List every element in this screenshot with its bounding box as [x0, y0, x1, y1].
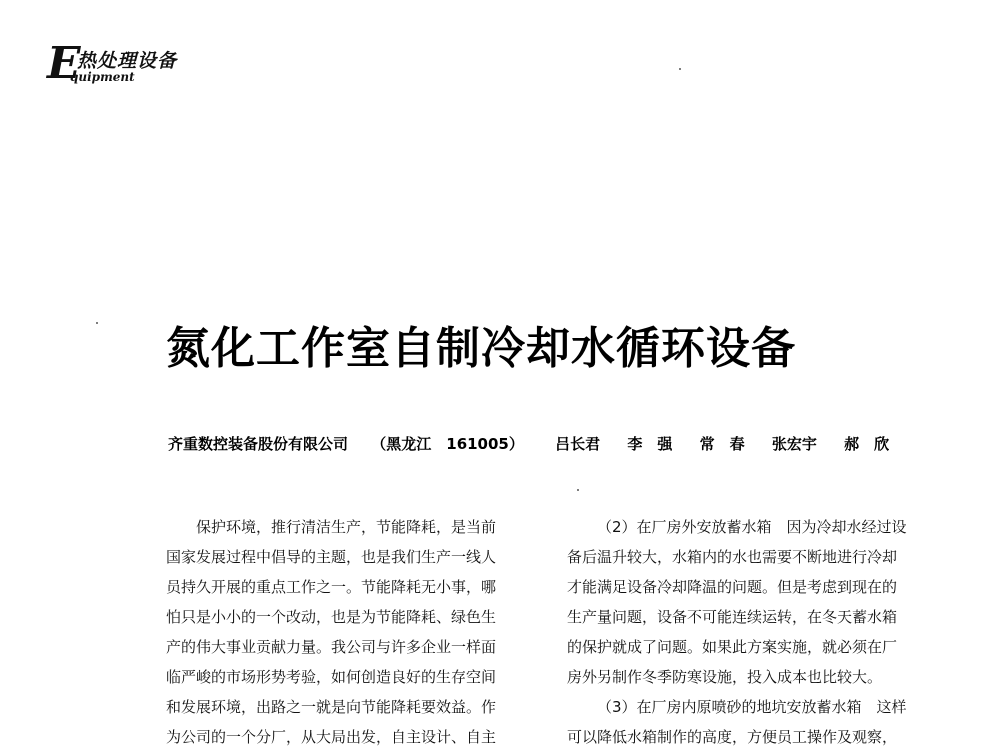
body-line: 才能满足设备冷却降温的问题。但是考虑到现在的	[567, 578, 898, 596]
body-column-left	[166, 512, 550, 752]
body-line: 员持久开展的重点工作之一。节能降耗无小事，哪	[166, 578, 497, 596]
byline-author: 吕长君	[555, 435, 601, 453]
body-line: 生产量问题，设备不可能连续运转，在冬天蓄水箱	[567, 608, 898, 626]
body-line: 保护环境，推行清洁生产，节能降耗，是当前	[196, 518, 497, 536]
body-line: 和发展环境，出路之一就是向节能降耗要效益。作	[166, 698, 497, 716]
body-line: （2）在厂房外安放蓄水箱 因为冷却水经过设	[597, 518, 907, 536]
section-initial-letter: E	[47, 38, 81, 89]
byline-location: （黑龙江 161005）	[371, 435, 524, 453]
byline-author: 李 强	[627, 435, 673, 453]
section-english-label: quipment	[70, 70, 135, 84]
body-line: 的保护就成了问题。如果此方案实施，就必须在厂	[567, 638, 898, 656]
byline	[168, 433, 911, 454]
section-title: 热处理设备	[77, 50, 178, 72]
scan-speck	[679, 68, 681, 70]
body-line: 产的伟大事业贡献力量。我公司与许多企业一样面	[166, 638, 497, 656]
section-header	[47, 40, 247, 90]
scan-speck	[96, 322, 98, 324]
scan-speck	[577, 489, 579, 491]
byline-author: 郝 欣	[844, 435, 890, 453]
body-line: 可以降低水箱制作的高度，方便员工操作及观察，	[567, 728, 898, 746]
byline-author: 张宏宇	[771, 435, 817, 453]
byline-author: 常 春	[699, 435, 745, 453]
body-line: （3）在厂房内原喷砂的地坑安放蓄水箱 这样	[597, 698, 907, 716]
byline-affiliation: 齐重数控装备股份有限公司	[168, 435, 349, 453]
body-line: 为公司的一个分厂，从大局出发，自主设计、自主	[166, 728, 497, 746]
body-line: 临严峻的市场形势考验，如何创造良好的生存空间	[166, 668, 497, 686]
article-title: 氮化工作室自制冷却水循环设备	[166, 323, 796, 374]
body-line: 房外另制作冬季防寒设施，投入成本也比较大。	[567, 668, 883, 686]
body-line: 备后温升较大，水箱内的水也需要不断地进行冷却	[567, 548, 898, 566]
body-line: 国家发展过程中倡导的主题，也是我们生产一线人	[166, 548, 497, 566]
body-line: 怕只是小小的一个改动，也是为节能降耗、绿色生	[166, 608, 497, 626]
body-column-right	[567, 512, 939, 752]
